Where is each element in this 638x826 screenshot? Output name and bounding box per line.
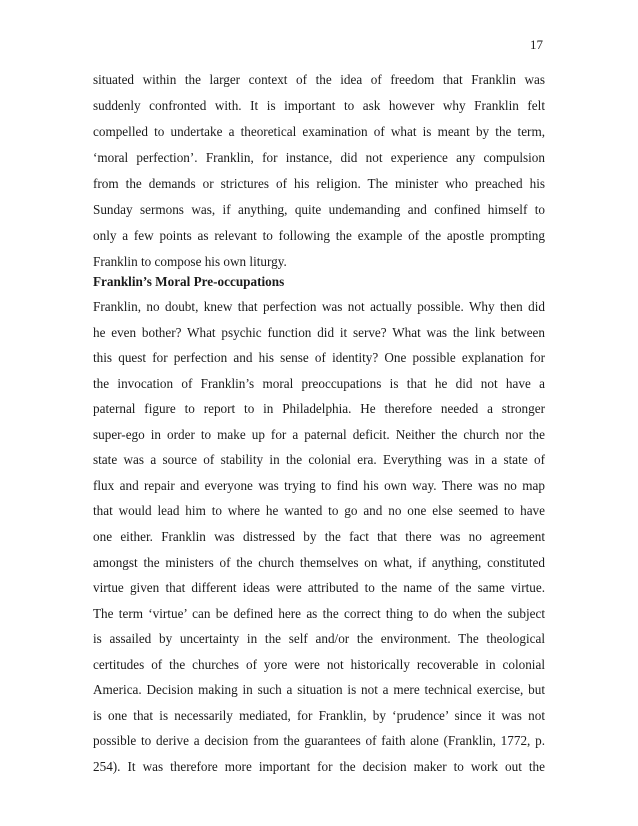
paragraph-line: 254). It was therefore more important for the decision maker to work out the <box>93 759 545 774</box>
paragraph-line: The term ‘virtue’ can be defined here as the correct thing to do when the subject <box>93 606 545 621</box>
page-number: 17 <box>530 37 543 52</box>
paragraph-line: certitudes of the churches of yore were not historically recoverable in colonial <box>93 657 545 672</box>
paragraph-line: from the demands or strictures of his religion. The minister who preached his <box>93 176 545 191</box>
paragraph-line: is assailed by uncertainty in the self and/or the environment. The theological <box>93 631 545 646</box>
paragraph-line: paternal figure to report to in Philadelphia. He therefore needed a stronger <box>93 401 545 416</box>
paragraph-line: super-ego in order to make up for a paternal deficit. Neither the church nor the <box>93 427 545 442</box>
paragraph-line: Franklin to compose his own liturgy. <box>93 254 287 269</box>
paragraph-line: suddenly confronted with. It is important to ask however why Franklin felt <box>93 98 545 113</box>
paragraph-line: Sunday sermons was, if anything, quite undemanding and confined himself to <box>93 202 545 217</box>
paragraph-line: flux and repair and everyone was trying to find his own way. There was no map <box>93 478 545 493</box>
section-heading: Franklin’s Moral Pre-occupations <box>93 274 285 289</box>
paragraph-line: America. Decision making in such a situation is not a mere technical exercise, but <box>93 682 545 697</box>
paragraph-line: the invocation of Franklin’s moral preoccupations is that he did not have a <box>93 376 545 391</box>
paragraph-line: state was a source of stability in the colonial era. Everything was in a state of <box>93 452 545 467</box>
paragraph-line: possible to derive a decision from the guarantees of faith alone (Franklin, 1772, p. <box>93 733 545 748</box>
paragraph-line: he even bother? What psychic function did it serve? What was the link between <box>93 325 545 340</box>
paragraph-line: Franklin, no doubt, knew that perfection was not actually possible. Why then did <box>93 299 545 314</box>
paragraph-line: situated within the larger context of the idea of freedom that Franklin was <box>93 72 545 87</box>
paragraph-line: is one that is necessarily mediated, for Franklin, by ‘prudence’ since it was not <box>93 708 545 723</box>
paragraph-line: virtue given that different ideas were attributed to the name of the same virtue. <box>93 580 545 595</box>
paragraph-line: ‘moral perfection’. Franklin, for instance, did not experience any compulsion <box>93 150 545 165</box>
paragraph-line: that would lead him to where he wanted to go and no one else seemed to have <box>93 503 545 518</box>
paragraph-line: one either. Franklin was distressed by the fact that there was no agreement <box>93 529 545 544</box>
paragraph-line: this quest for perfection and his sense of identity? One possible explanation for <box>93 350 545 365</box>
paragraph-line: amongst the ministers of the church themselves on what, if anything, constituted <box>93 555 545 570</box>
paragraph-line: compelled to undertake a theoretical examination of what is meant by the term, <box>93 124 545 139</box>
paragraph-line: only a few points as relevant to following the example of the apostle prompting <box>93 228 545 243</box>
